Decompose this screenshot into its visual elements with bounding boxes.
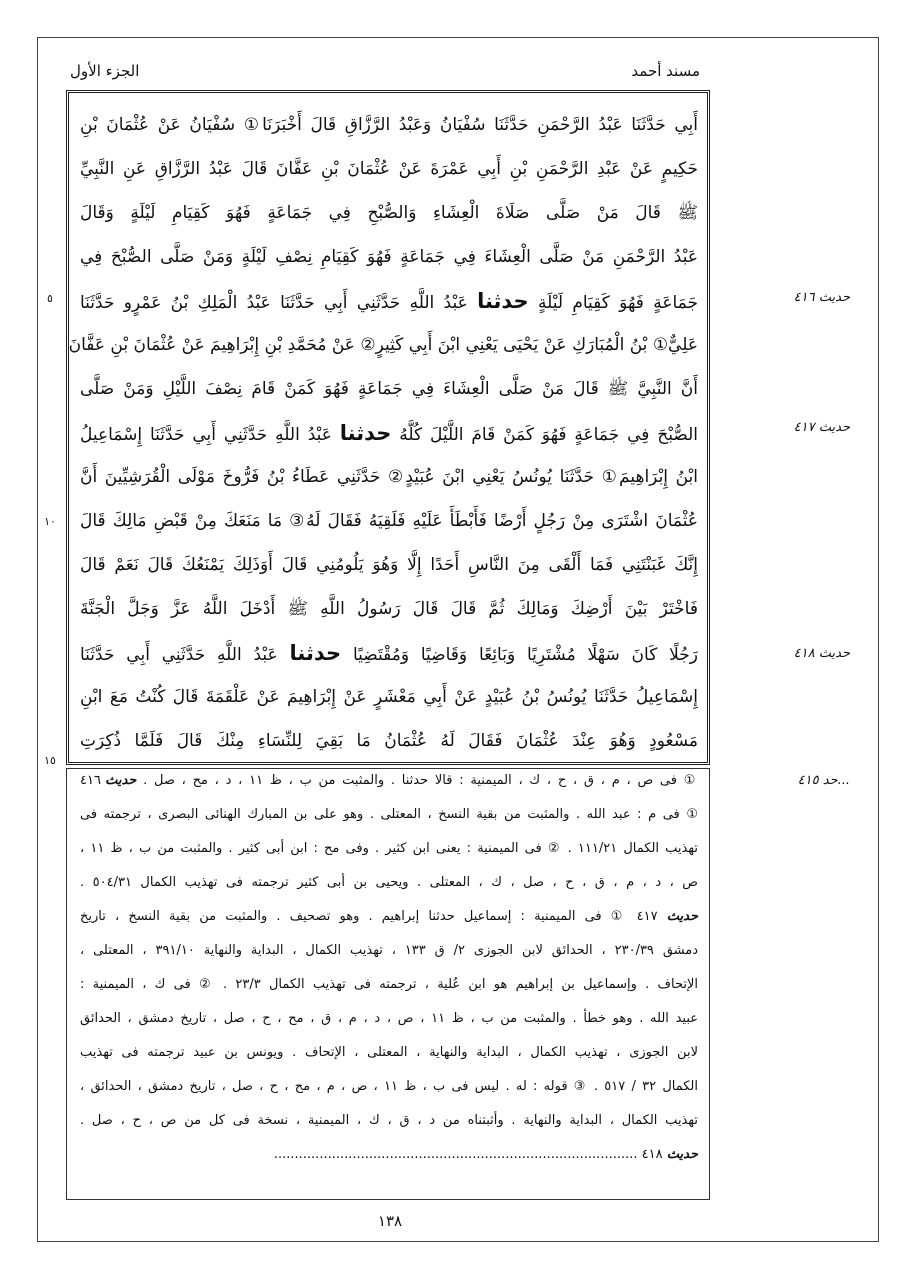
footnote-line: دمشق ٢٣٠/٣٩ ، الحدائق لابن الجوزى ٢/ ق ١٣٣ ، تهذيب الكمال ، البداية والنهاية ٣٩١/١٠ ، المعتلى ، [80, 943, 699, 958]
text-line: إِنَّكَ غَبَنْتَنِي فَمَا أَلْقَى مِنَ النَّاسِ أَحَدًا إِلَّا وَهُوَ يَلُومُنِي قَالَ أَوَذَلِكَ يَمْنَعُكَ قَالَ نَعَمْ قَالَ [80, 555, 698, 575]
text-line: حَكِيمٍ عَنْ عَبْدِ الرَّحْمَنِ بْنِ أَبِي عَمْرَةَ عَنْ عُثْمَانَ بْنِ عَفَّانَ قَالَ عَبْدُ الرَّزَّاقِ عَنِ النَّبِيِّ [80, 159, 698, 179]
hadith-label: حديث [105, 773, 137, 788]
footnote-line: لابن الجوزى ، تهذيب الكمال ، البداية والنهاية ، المعتلى ، الإتحاف . ويونس بن عبيد ترجمته فى تهذيب [80, 1045, 698, 1060]
text-line: ابْنُ إِبْرَاهِيمَ① حَدَّثَنَا يُونُسُ يَعْنِي ابْنَ عُبَيْدٍ② حَدَّثَنِي عَطَاءُ بْنُ فَرُّوخَ مَوْلَى الْقُرَشِيِّينَ أَنَّ [80, 467, 698, 487]
footnote-line: تهذيب الكمال ١١١/٢١ . ② فى الميمنية : يعنى ابن كثير . وفى مح : ابن أبى كثير . والمثبت من ب ، ظ ١١ ، [80, 841, 698, 856]
footnote-text: ① فى ص ، م ، ق ، ح ، ك ، الميمنية : قالا حدثنا . والمثبت من ب ، ظ ١١ ، د ، مح ، صل . [143, 773, 698, 788]
text-line [80, 286, 698, 318]
text-segment: رَجُلًا كَانَ سَهْلًا مُشْتَرِيًا وَبَائِعًا وَقَاضِيًا وَمُقْتَضِيًا [352, 645, 698, 665]
footnote-line: ص ، د ، م ، ق ، ح ، صل ، ك ، المعتلى . ويحيى بن أبى كثير ترجمته فى تهذيب الكمال ٥٠٤/٣١ . [80, 875, 699, 890]
running-header-book-title: مسند أحمد [631, 62, 700, 80]
text-segment: جَمَاعَةٍ فَهُوَ كَقِيَامِ لَيْلَةٍ [537, 293, 698, 313]
hadith-label: حديث [666, 1147, 698, 1162]
footnote-text: ① فى الميمنية : إسماعيل حدثنا إبراهيم . وهو تصحيف . والمثبت من بقية النسخ ، تاريخ [80, 909, 628, 924]
line-number-10: ١٠ [44, 515, 56, 528]
text-line: عُثْمَانَ اشْتَرَى مِنْ رَجُلٍ أَرْضًا فَأَبْطَأَ عَلَيْهِ فَلَقِيَهُ فَقَالَ لَهُ③ مَا مَنَعَكَ مِنْ قَبْضِ مَالِكَ قَالَ [80, 511, 698, 531]
text-segment: عَبْدُ اللَّهِ حَدَّثَنِي أَبِي حَدَّثَنَا عَبْدُ الْمَلِكِ بْنُ عَمْرٍو حَدَّثَنَا [80, 293, 468, 313]
footnote-line [80, 906, 698, 928]
text-line [80, 638, 698, 670]
text-line: عَبْدُ الرَّحْمَنِ مَنْ صَلَّى الْعِشَاءَ فِي جَمَاعَةٍ فَهُوَ كَقِيَامِ نِصْفِ لَيْلَةٍ وَمَنْ صَلَّى الصُّبْحَ فِي [80, 247, 698, 267]
running-header-volume: الجزء الأول [70, 62, 140, 80]
footnote-line [80, 1144, 698, 1166]
text-line: مَسْعُودٍ وَهُوَ عِنْدَ عُثْمَانَ فَقَالَ لَهُ عُثْمَانُ مَا بَقِيَ لِلنِّسَاءِ مِنْكَ قَالَ فَلَمَّا ذُكِرَتِ [80, 731, 698, 751]
hadith-label: حديث [666, 909, 698, 924]
text-line: أَنَّ النَّبِيَّ ﷺ قَالَ مَنْ صَلَّى الْعِشَاءَ فِي جَمَاعَةٍ فَهُوَ كَمَنْ قَامَ نِصْفَ اللَّيْلِ وَمَنْ صَلَّى [80, 379, 698, 399]
footnote-line: عبيد الله . وهو خطأ . والمثبت من ب ، ظ ١١ ، ص ، د ، م ، ق ، مح ، ح ، صل ، تاريخ دمشق ، الحدائق [80, 1011, 699, 1026]
text-line: إِسْمَاعِيلُ حَدَّثَنَا يُونُسُ بْنُ عُبَيْدٍ عَنْ أَبِي مَعْشَرٍ عَنْ إِبْرَاهِيمَ عَنْ عَلْقَمَةَ قَالَ كُنْتُ مَعَ ابْنِ [80, 687, 698, 707]
hadith-number-416: حديث ٤١٦ [793, 290, 850, 305]
text-line: فَاخْتَرْ بَيْنَ أَرْضِكَ وَمَالِكَ ثُمَّ قَالَ قَالَ رَسُولُ اللَّهِ ﷺ أَدْخَلَ اللَّهُ عَزَّ وَجَلَّ الْجَنَّةَ [80, 599, 698, 619]
line-number-5: ٥ [47, 292, 53, 305]
hadith-number: ٤١٦ [80, 773, 101, 788]
footnote-line: ① فى م : عبد الله . والمثبت من بقية النسخ ، المعتلى . وهو على بن المبارك الهنائى البصرى ، ترجمته فى [80, 807, 698, 822]
haddathana-marker: حدثنا [477, 289, 529, 313]
dotted-leader: ........................................................................................ [273, 1147, 638, 1162]
text-line: ﷺ قَالَ مَنْ صَلَّى صَلَاةَ الْعِشَاءِ وَالصُّبْحِ فِي جَمَاعَةٍ فَهُوَ كَقِيَامِ لَيْلَةٍ وَقَالَ [80, 203, 698, 223]
hadith-continuation-415: ...حد ٤١٥ [797, 773, 850, 788]
text-segment: عَبْدُ اللَّهِ حَدَّثَنِي أَبِي حَدَّثَنَا [80, 645, 278, 665]
text-line: عَلِيٌّ① بْنُ الْمُبَارَكِ عَنْ يَحْيَى يَعْنِي ابْنَ أَبِي كَثِيرٍ② عَنْ مُحَمَّدِ بْنِ إِبْرَاهِيمَ عَنْ عُثْمَانَ بْنِ عَفَّانَ [68, 335, 698, 355]
page-number: ١٣٨ [377, 1212, 403, 1230]
text-segment: الصُّبْحَ فِي جَمَاعَةٍ فَهُوَ كَمَنْ قَامَ اللَّيْلَ كُلَّهُ [399, 425, 698, 445]
text-segment: عَبْدُ اللَّهِ حَدَّثَنِي أَبِي حَدَّثَنَا إِسْمَاعِيلُ [80, 425, 332, 445]
footnote-line: الإتحاف . وإسماعيل بن إبراهيم هو ابن عُلية ، ترجمته فى تهذيب الكمال ٢٣/٣ . ② فى ك ، الميمنية : [80, 977, 698, 992]
haddathana-marker: حدثنا [339, 421, 392, 445]
haddathana-marker: حدثنا [289, 641, 342, 665]
footnote-line: تهذيب الكمال ، البداية والنهاية . وأثبتناه من د ، ق ، ك ، الميمنية ، نسخة فى كل من ص ، ح ، صل . [80, 1113, 698, 1128]
hadith-number: ٤١٧ [636, 909, 658, 924]
line-number-15: ١٥ [44, 754, 56, 767]
footnote-line [80, 770, 698, 792]
footnote-line: الكمال ٣٢ / ٥١٧ . ③ قوله : له . ليس فى ب ، ظ ١١ ، ص ، م ، مح ، ح ، صل ، تاريخ دمشق ، الحدائق ، [80, 1079, 698, 1094]
hadith-number-418: حديث ٤١٨ [793, 646, 850, 661]
text-line [80, 418, 698, 450]
hadith-number: ٤١٨ [641, 1147, 663, 1162]
hadith-number-417: حديث ٤١٧ [793, 420, 850, 435]
text-line: أَبِي حَدَّثَنَا عَبْدُ الرَّحْمَنِ حَدَّثَنَا سُفْيَانُ وَعَبْدُ الرَّزَّاقِ قَالَ أَخْبَرَنَا① سُفْيَانُ عَنْ عُثْمَانَ بْنِ [80, 115, 698, 135]
